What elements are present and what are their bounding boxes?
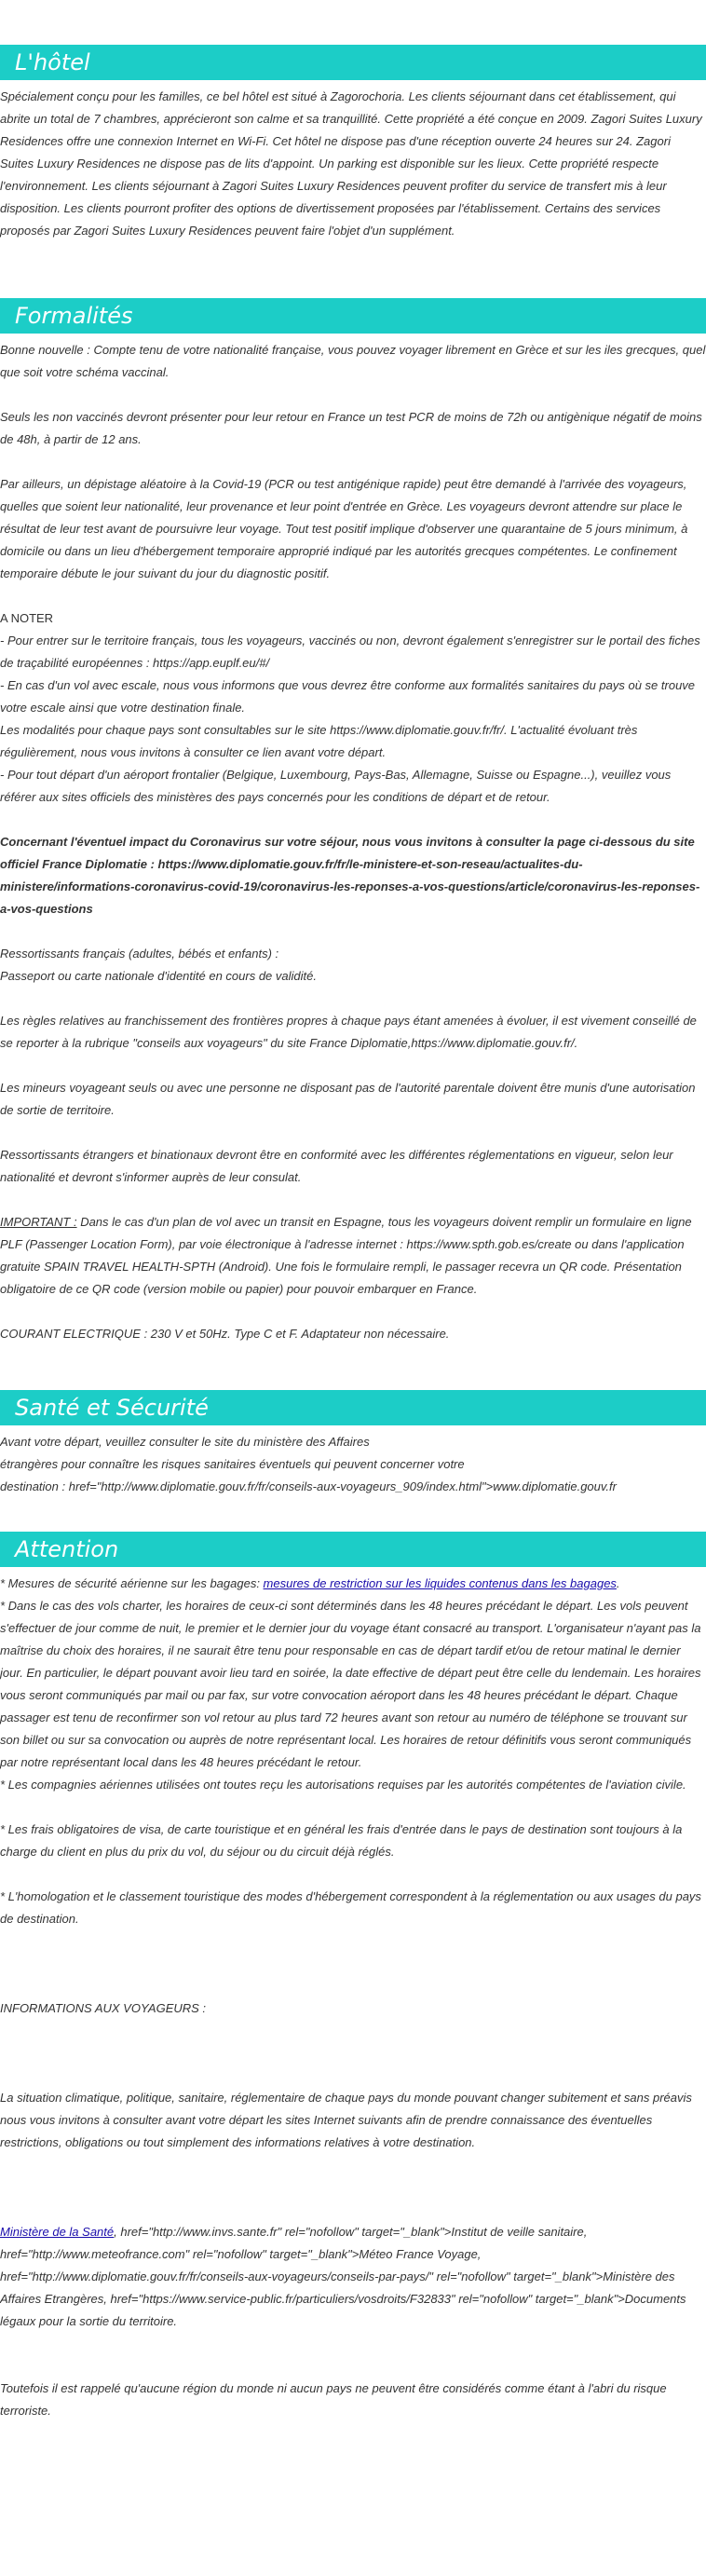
sante-line-1: Avant votre départ, veuillez consulter le site du ministère des Affaires (0, 1435, 370, 1449)
mesures-suffix: . (616, 1576, 620, 1590)
note-1: - Pour entrer sur le territoire français, tous les voyageurs, vaccinés ou non, devront également s'enregistrer sur le portail des fiches de traçabilité européennes : https://app.euplf.eu/#/ (0, 634, 700, 670)
hotel-description: Spécialement conçu pour les familles, ce bel hôtel est situé à Zagorochoria. Les clients séjournant dans cet établissement, qui abrite un total de 7 chambres, apprécieront son calme et sa tranquillité. Cette propriété a été conçue en 2009. Zagori Suites Luxury Residences offre une connexion Internet en Wi-Fi. Cet hôtel ne dispose pas d'une réception ouverte 24 heures sur 24. Zagori Suites Luxury Residences ne dispose pas de lits d'appoint. Un parking est disponible sur les lieux. Cette propriété respecte l'environnement. Les clients séjournant à Zagori Suites Luxury Residences peuvent profiter du service de transfert mis à leur disposition. Les clients pourront profiter des options de divertissement proposées par l'établissement. Certains des services proposés par Zagori Suites Luxury Residences peuvent faire l'objet d'un supplément. (0, 89, 702, 238)
section-title-sante: Santé et Sécurité (15, 1395, 209, 1421)
courant-electrique: COURANT ELECTRIQUE : 230 V et 50Hz. Type C et F. Adaptateur non nécessaire. (0, 1327, 450, 1341)
frais-obligatoires: * Les frais obligatoires de visa, de carte touristique et en général les frais d'entrée dans le pays de destination sont toujours à la charge du client en plus du prix du vol, du séjour ou du circuit déjà réglés. (0, 1822, 683, 1859)
liens-officiels (0, 2221, 706, 2333)
ressortissants-label: Ressortissants français (adultes, bébés et enfants) : (0, 947, 279, 961)
formalites-p1: Bonne nouvelle : Compte tenu de votre nationalité française, vous pouvez voyager librement en Grèce et sur les iles grecques, quel que soit votre schéma vaccinal. (0, 343, 706, 379)
mesures-securite (0, 1573, 706, 1595)
note-2: - En cas d'un vol avec escale, nous vous informons que vous devrez être conforme aux formalités sanitaires du pays où se trouve votre escale ainsi que votre destination finale. (0, 678, 696, 715)
sante-section (0, 1425, 706, 1498)
section-header-attention (0, 1532, 706, 1567)
etrangers-text: Ressortissants étrangers et binationaux devront être en conformité avec les différentes réglementations en vigueur, selon leur nationalité et devront s'informer auprès de leur consulat. (0, 1148, 673, 1184)
important-paragraph (0, 1211, 706, 1301)
liquides-link[interactable]: mesures de restriction sur les liquides contenus dans les bagages (263, 1576, 617, 1590)
section-header-sante (0, 1390, 706, 1425)
invitons-text: nous vous invitons à consulter avant votre départ les sites Internet suivants afin de prendre connaissance des éventuelles restrictions, obligations ou tout simplement des informations relatives à votre destination. (0, 2113, 653, 2149)
note-3: Les modalités pour chaque pays sont consultables sur le site https://www.diplomatie.gouv.fr/fr/. L'actualité évoluant très régulièrement, nous vous invitons à consulter ce lien avant votre départ. (0, 723, 638, 759)
section-header-formalites (0, 298, 706, 334)
regles-frontieres: Les règles relatives au franchissement des frontières propres à chaque pays étant amenées à évoluer, il est vivement conseillé de se reporter à la rubrique "conseils aux voyageurs" du site France Diplomatie,https://www.diplomatie.gouv.fr/. (0, 1014, 697, 1050)
compagnies-aeriennes: * Les compagnies aériennes utilisées ont toutes reçu les autorisations requises par les autorités compétentes de l'aviation civile. (0, 1778, 686, 1792)
section-title-attention: Attention (15, 1536, 119, 1562)
formalites-section (0, 334, 706, 1345)
informations-voyageurs: INFORMATIONS AUX VOYAGEURS : (0, 2001, 207, 2015)
situation-text: La situation climatique, politique, sanitaire, réglementaire de chaque pays du monde pouvant changer subitement et sans préavis (0, 2091, 692, 2105)
note-title: A NOTER (0, 611, 54, 625)
hotel-section (0, 80, 706, 242)
sante-line-3: destination : href="http://www.diplomatie.gouv.fr/fr/conseils-aux-voyageurs_909/index.html">www.diplomatie.gouv.fr (0, 1479, 617, 1493)
risque-terroriste: Toutefois il est rappelé qu'aucune région du monde ni aucun pays ne peuvent être considérés comme étant à l'abri du risque terroriste. (0, 2381, 667, 2418)
attention-section (0, 1567, 706, 2422)
important-label: IMPORTANT : (0, 1215, 77, 1229)
mineurs-text: Les mineurs voyageant seuls ou avec une personne ne disposant pas de l'autorité parentale doivent être munis d'une autorisation de sortie de territoire. (0, 1081, 696, 1117)
mesures-prefix: * Mesures de sécurité aérienne sur les bagages: (0, 1576, 264, 1590)
sante-line-2: étrangères pour connaître les risques sanitaires éventuels qui peuvent concerner votre (0, 1457, 465, 1471)
liens-text: , href="http://www.invs.sante.fr" rel="nofollow" target="_blank">Institut de veille sanitaire, href="http://www.meteofrance.com" rel="nofollow" target="_blank">Méteo France Voyage, href="http://www.diplomatie.gouv.fr/fr/conseils-aux-voyageurs/conseils-par-pays/" rel="nofollow" target="_blank">Ministère des Affaires Etrangères, href="https://www.service-public.fr/particuliers/vosdroits/F32833" rel="nofollow" target="_blank">Documents légaux pour la sortie du territoire. (0, 2225, 686, 2328)
formalites-p2: Seuls les non vaccinés devront présenter pour leur retour en France un test PCR de moins de 72h ou antigènique négatif de moins de 48h, à partir de 12 ans. (0, 410, 702, 446)
important-text: Dans le cas d'un plan de vol avec un transit en Espagne, tous les voyageurs doivent remplir un formulaire en ligne PLF (Passenger Location Form), par voie électronique à l'adresse internet : https://www.spth.gob.es/create ou dans l'application gratuite SPAIN TRAVEL HEALTH-SPTH (Android). Une fois le formulaire rempli, le passager recevra un QR code. Présentation obligatoire de ce QR code (version mobile ou papier) pour pouvoir embarquer en France. (0, 1215, 692, 1296)
section-title-formalites: Formalités (15, 303, 133, 329)
homologation: * L'homologation et le classement touristique des modes d'hébergement correspondent à la réglementation ou aux usages du pays de destination. (0, 1889, 701, 1926)
section-title-hotel: L'hôtel (15, 49, 90, 75)
coronavirus-notice: Concernant l'éventuel impact du Coronavirus sur votre séjour, nous vous invitons à consulter la page ci-dessous du site officiel France Diplomatie : https://www.diplomatie.gouv.fr/fr/le-ministere-et-son-reseau/actualites-du-ministere/informations-coronavirus-covid-19/coronavirus-les-reponses-a-vos-questions/article/coronavirus-les-reponses-a-vos-questions (0, 835, 700, 916)
section-header-hotel (0, 45, 706, 80)
note-4: - Pour tout départ d'un aéroport frontalier (Belgique, Luxembourg, Pays-Bas, Allemagne, Suisse ou Espagne...), veuillez vous référer aux sites officiels des ministères des pays concernés pour les conditions de départ et de retour. (0, 768, 672, 804)
ministere-sante-link[interactable]: Ministère de la Santé (0, 2225, 115, 2239)
formalites-p3: Par ailleurs, un dépistage aléatoire à la Covid-19 (PCR ou test antigénique rapide) peut être demandé à l'arrivée des voyageurs, quelles que soient leur nationalité, leur provenance et leur point d'entrée en Grèce. Les voyageurs devront attendre sur place le résultat de leur test avant de poursuivre leur voyage. Tout test positif implique d'observer une quarantaine de 5 jours minimum, à domicile ou dans un lieu d'hébergement temporaire approprié indiqué par les autorités grecques compétentes. Le confinement temporaire débute le jour suivant du jour du diagnostic positif. (0, 477, 688, 580)
ressortissants-docs: Passeport ou carte nationale d'identité en cours de validité. (0, 969, 317, 983)
vols-charter: * Dans le cas des vols charter, les horaires de ceux-ci sont déterminés dans les 48 heures précédant le départ. Les vols peuvent s'effectuer de jour comme de nuit, le premier et le dernier jour du voyage étant consacré au transport. L'organisateur n'ayant pas la maîtrise du choix des horaires, il ne saurait être tenu pour responsable en cas de départ tardif et/ou de retour matinal le dernier jour. En particulier, le départ pouvant avoir lieu tard en soirée, la date effective de départ peut être celle du lendemain. Les horaires vous seront communiqués par mail ou par fax, sur votre convocation aéroport dans les 48 heures précédant le départ. Chaque passager est tenu de reconfirmer son vol retour au plus tard 72 heures avant son retour au numéro de téléphone se trouvant sur son billet ou sur sa convocation ou auprès de notre représentant local. Les horaires de retour définitifs vous seront communiqués par notre représentant local dans les 48 heures précédant le retour. (0, 1599, 701, 1769)
